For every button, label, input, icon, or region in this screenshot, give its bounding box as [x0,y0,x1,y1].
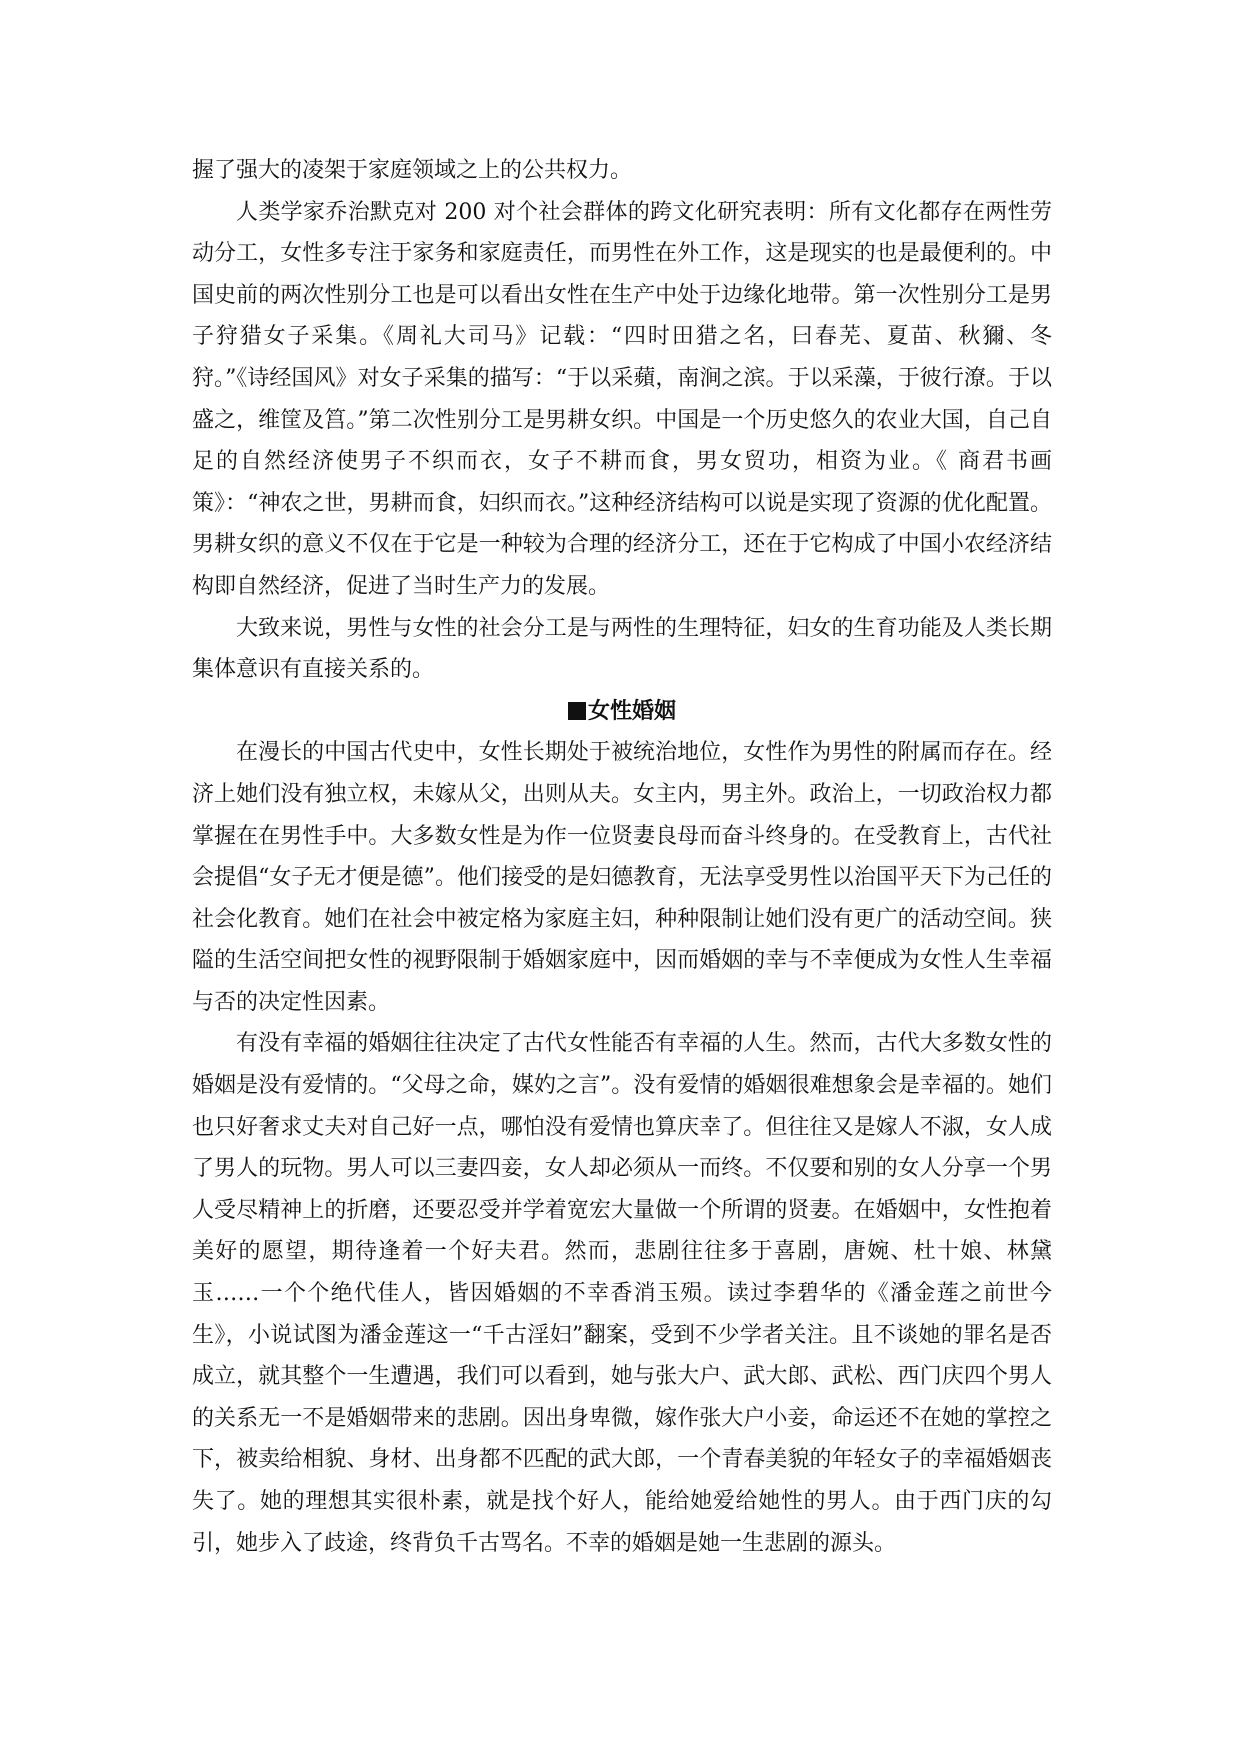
paragraph-summary: 大致来说，男性与女性的社会分工是与两性的生理特征，妇女的生育功能及人类长期集体意识有直接关系的。 [192,615,1052,683]
section-heading-text: 女性婚姻 [587,698,676,724]
paragraph-labor-division: 人类学家乔治默克对 200 对个社会群体的跨文化研究表明：所有文化都存在两性劳动分工，女性多专注于家务和家庭责任，而男性在外工作，这是现实的也是最便利的。中国史前的两次性别分工也是可以看出女性在生产中处于边缘化地带。第一次性别分工是男子狩猎女子采集。《周礼大司马》记载：“四时田猎之名，曰春芜、夏苗、秋獮、冬狩。”《诗经国风》对女子采集的描写：“于以采蘋，南涧之滨。于以采藻，于彼行潦。于以盛之，维筐及筥。”第二次性别分工是男耕女织。中国是一个历史悠久的农业大国，自己自足的自然经济使男子不织而衣，女子不耕而食，男女贸功，相资为业。《 商君书画策》：“神农之世，男耕而食，妇织而衣。”这种经济结构可以说是实现了资源的优化配置。男耕女织的意义不仅在于它是一种较为合理的经济分工，还在于它构成了中国小农经济结构即自然经济，促进了当时生产力的发展。 [192,199,1052,599]
black-square-icon [568,702,586,720]
document-page [192,150,1052,1564]
paragraph-marriage-tragedy: 有没有幸福的婚姻往往决定了古代女性能否有幸福的人生。然而，古代大多数女性的婚姻是没有爱情的。“父母之命，媒妁之言”。没有爱情的婚姻很难想象会是幸福的。她们也只好奢求丈夫对自己好一点，哪怕没有爱情也算庆幸了。但往往又是嫁人不淑，女人成了男人的玩物。男人可以三妻四妾，女人却必须从一而终。不仅要和别的女人分享一个男人受尽精神上的折磨，还要忍受并学着宽宏大量做一个所谓的贤妻。在婚姻中，女性抱着美好的愿望，期待逢着一个好夫君。然而，悲剧往往多于喜剧，唐婉、杜十娘、林黛玉……一个个绝代佳人，皆因婚姻的不幸香消玉殒。读过李碧华的《潘金莲之前世今生》，小说试图为潘金莲这一“千古淫妇”翻案，受到不少学者关注。且不谈她的罪名是否成立，就其整个一生遭遇，我们可以看到，她与张大户、武大郎、武松、西门庆四个男人的关系无一不是婚姻带来的悲剧。因出身卑微，嫁作张大户小妾，命运还不在她的掌控之下，被卖给相貌、身材、出身都不匹配的武大郎，一个青春美貌的年轻女子的幸福婚姻丧失了。她的理想其实很朴素，就是找个好人，能给她爱给她性的男人。由于西门庆的勾引，她步入了歧途，终背负千古骂名。不幸的婚姻是她一生悲剧的源头。 [192,1031,1052,1556]
paragraph-women-status: 在漫长的中国古代史中，女性长期处于被统治地位，女性作为男性的附属而存在。经济上她们没有独立权，未嫁从父，出则从夫。女主内，男主外。政治上，一切政治权力都掌握在在男性手中。大多数女性是为作一位贤妻良母而奋斗终身的。在受教育上，古代社会提倡“女子无才便是德”。他们接受的是妇德教育，无法享受男性以治国平天下为己任的社会化教育。她们在社会中被定格为家庭主妇，种种限制让她们没有更广的活动空间。狭隘的生活空间把女性的视野限制于婚姻家庭中，因而婚姻的幸与不幸便成为女性人生幸福与否的决定性因素。 [192,740,1052,1015]
section-heading [192,691,1052,733]
paragraph-continuation: 握了强大的凌架于家庭领域之上的公共权力。 [192,158,633,183]
